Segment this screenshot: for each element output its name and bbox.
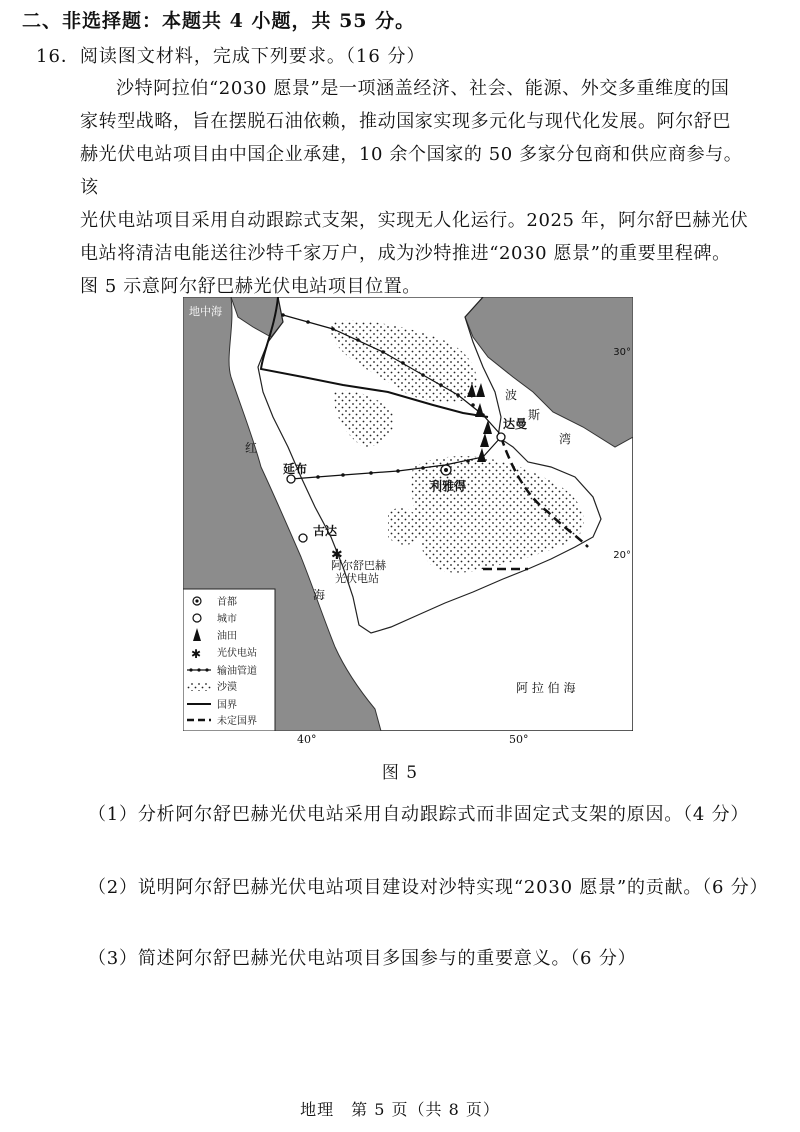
figure-5-map xyxy=(183,297,633,731)
material-line: 光伏电站项目采用自动跟踪式支架，实现无人化运行。2025 年，阿尔舒巴赫光伏 xyxy=(80,210,749,231)
label-persian-1: 波 xyxy=(505,388,518,402)
yanbu-city xyxy=(287,475,295,483)
legend-desert: 沙漠 xyxy=(217,682,237,693)
label-arabian-sea: 阿 拉 伯 海 xyxy=(516,681,576,695)
material-line: 赫光伏电站项目由中国企业承建，10 余个国家的 50 多家分包商和供应商参与。该 xyxy=(80,144,743,198)
legend-solar: 光伏电站 xyxy=(217,648,257,659)
material-line: 电站将清洁电能送往沙特千家万户，成为沙特推进“2030 愿景”的重要里程碑。 xyxy=(80,243,731,264)
section-title: 二、非选择题：本题共 4 小题，共 55 分。 xyxy=(22,10,416,32)
material-line: 图 5 示意阿尔舒巴赫光伏电站项目位置。 xyxy=(80,276,421,297)
figure-caption: 图 5 xyxy=(381,763,419,783)
label-dammam: 达曼 xyxy=(503,417,528,431)
map-legend xyxy=(183,589,275,731)
label-station-1: 阿尔舒巴赫 xyxy=(331,559,386,572)
label-station-2: 光伏电站 xyxy=(335,572,379,585)
label-mediterranean: 地中海 xyxy=(189,305,222,318)
label-persian-2: 斯 xyxy=(528,408,541,422)
label-yanbu: 延布 xyxy=(283,462,308,476)
legend-pipeline: 输油管道 xyxy=(217,666,257,677)
solar-station-marker: ✱ xyxy=(331,547,343,563)
material-line: 沙特阿拉伯“2030 愿景”是一项涵盖经济、社会、能源、外交多重维度的国 xyxy=(116,78,730,99)
page-footer: 地理 第 5 页（共 8 页） xyxy=(300,1100,500,1119)
label-riyadh: 利雅得 xyxy=(430,479,467,493)
legend-undefined-border: 未定国界 xyxy=(217,716,257,727)
label-lon40: 40° xyxy=(297,733,317,746)
label-lon50: 50° xyxy=(509,733,529,746)
legend-capital: 首都 xyxy=(217,597,237,608)
label-lat30: 30° xyxy=(613,347,631,358)
jeddah-city xyxy=(299,534,307,542)
label-red-sea-2: 海 xyxy=(313,588,326,602)
legend-oilfield: 油田 xyxy=(217,631,237,642)
dammam-city xyxy=(497,433,505,441)
subquestion-3: （3）简述阿尔舒巴赫光伏电站项目多国参与的重要意义。（6 分） xyxy=(88,948,637,969)
label-lat20: 20° xyxy=(613,550,631,561)
question-material xyxy=(80,72,760,303)
material-line: 家转型战略，旨在摆脱石油依赖，推动国家实现多元化与现代化发展。阿尔舒巴 xyxy=(80,111,731,132)
label-persian-3: 湾 xyxy=(559,432,572,446)
legend-border: 国界 xyxy=(217,700,237,711)
question-heading: 16．阅读图文材料，完成下列要求。（16 分） xyxy=(36,46,426,67)
subquestion-2: （2）说明阿尔舒巴赫光伏电站项目建设对沙特实现“2030 愿景”的贡献。（6 分） xyxy=(88,877,769,898)
svg-text:✱: ✱ xyxy=(191,647,202,661)
label-jeddah: 古达 xyxy=(313,524,338,538)
legend-city: 城市 xyxy=(217,614,237,625)
label-red-sea-1: 红 xyxy=(245,441,258,455)
subquestion-1: （1）分析阿尔舒巴赫光伏电站采用自动跟踪式而非固定式支架的原因。（4 分） xyxy=(88,804,750,825)
